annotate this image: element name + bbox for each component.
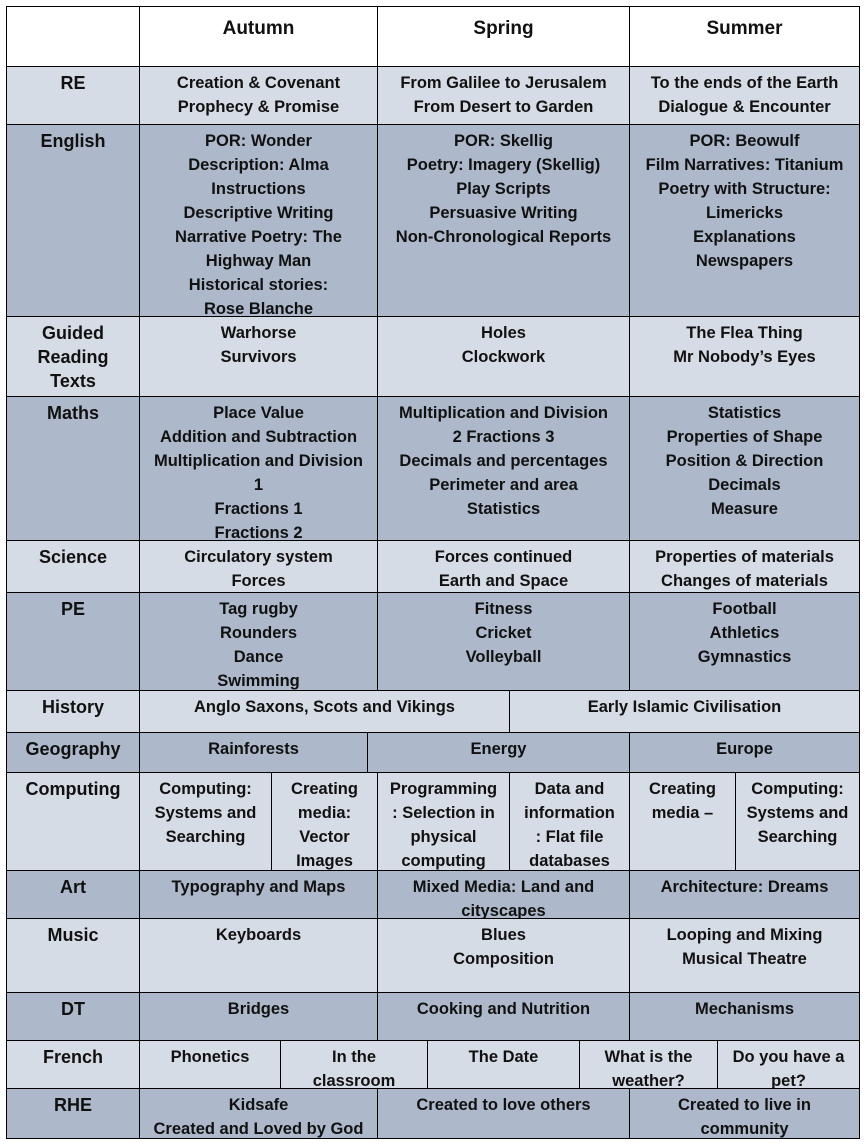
cell-maths-1 <box>139 396 378 541</box>
cell-rhe-2 <box>377 1088 630 1139</box>
cell-text-line: Poetry: Imagery (Skellig) <box>406 156 601 174</box>
cell-maths-3 <box>629 396 860 541</box>
subject-re <box>6 66 140 125</box>
cell-text-line: Mixed Media: Land and <box>412 878 595 896</box>
cell-music-3 <box>629 918 860 993</box>
cell-text-line: POR: Beowulf <box>689 132 800 150</box>
cell-text-line: information <box>524 804 615 822</box>
cell-re-3 <box>629 66 860 125</box>
subject-history <box>6 690 140 733</box>
cell-french-1 <box>139 1040 281 1089</box>
cell-text-line: What is the <box>604 1048 693 1066</box>
cell-text-line: RHE <box>53 1095 92 1115</box>
header-summer <box>629 6 860 67</box>
subject-science <box>6 540 140 593</box>
cell-text-line: Autumn <box>222 18 295 39</box>
cell-text-line: Descriptive Writing <box>183 204 334 222</box>
cell-text-line: Systems and <box>154 804 257 822</box>
subject-computing <box>6 772 140 871</box>
cell-text-line: Changes of materials <box>661 572 828 590</box>
cell-text-line: Computing: <box>751 780 844 798</box>
cell-text-line: Circulatory system <box>184 548 333 566</box>
cell-text-line: Clockwork <box>461 348 546 366</box>
cell-text-line: Mr Nobody’s Eyes <box>673 348 816 366</box>
subject-pe <box>6 592 140 691</box>
cell-dt-1 <box>139 992 378 1041</box>
cell-computing-4 <box>509 772 630 871</box>
cell-text-line: 2 Fractions 3 <box>452 428 555 446</box>
cell-text-line: Spring <box>473 18 534 39</box>
cell-text-line: To the ends of the Earth <box>650 74 839 92</box>
cell-text-line: Science <box>38 547 108 567</box>
cell-text-line: Fractions 1 <box>214 500 303 518</box>
cell-text-line: Warhorse <box>220 324 297 342</box>
cell-english-1 <box>139 124 378 317</box>
cell-text-line: Texts <box>50 371 96 391</box>
cell-text-line: Non-Chronological Reports <box>395 228 612 246</box>
header-blank-cell <box>6 6 140 67</box>
cell-text-line: : Flat file <box>535 828 604 846</box>
cell-french-2 <box>280 1040 428 1089</box>
cell-text-line: Forces continued <box>434 548 573 566</box>
cell-art-1 <box>139 870 378 919</box>
cell-computing-2 <box>271 772 378 871</box>
cell-text-line: History <box>41 697 104 717</box>
cell-text-line: Rose Blanche <box>203 300 314 317</box>
cell-text-line: French <box>42 1047 103 1067</box>
cell-text-line: Created and Loved by God <box>153 1120 364 1138</box>
cell-text-line: PE <box>60 599 85 619</box>
cell-guided-reading-1 <box>139 316 378 397</box>
cell-text-line: Vector <box>299 828 350 846</box>
cell-text-line: Looping and Mixing <box>666 926 823 944</box>
cell-text-line: Earth and Space <box>438 572 569 590</box>
cell-text-line: Fractions 2 <box>214 524 303 541</box>
cell-text-line: Searching <box>165 828 246 846</box>
cell-text-line: Highway Man <box>205 252 312 270</box>
cell-text-line: The Flea Thing <box>686 324 803 342</box>
cell-text-line: Computing <box>25 779 121 799</box>
cell-text-line: Cooking and Nutrition <box>416 1000 591 1018</box>
cell-text-line: RE <box>60 73 86 93</box>
cell-text-line: Historical stories: <box>188 276 329 294</box>
cell-text-line: Multiplication and Division <box>398 404 608 422</box>
cell-text-line: The Date <box>468 1048 539 1066</box>
cell-french-4 <box>579 1040 718 1089</box>
cell-text-line: Explanations <box>693 228 796 246</box>
cell-text-line: DT <box>61 999 85 1019</box>
cell-french-5 <box>717 1040 860 1089</box>
subject-geography <box>6 732 140 773</box>
cell-pe-2 <box>377 592 630 691</box>
cell-text-line: classroom <box>312 1072 396 1089</box>
cell-text-line: Multiplication and Division <box>153 452 363 470</box>
subject-english <box>6 124 140 317</box>
cell-music-1 <box>139 918 378 993</box>
cell-text-line: Newspapers <box>695 252 794 270</box>
cell-text-line: Created to love others <box>416 1096 591 1114</box>
cell-text-line: weather? <box>612 1072 685 1089</box>
cell-text-line: databases <box>529 852 610 870</box>
cell-text-line: From Galilee to Jerusalem <box>400 74 607 92</box>
cell-history-2 <box>509 690 860 733</box>
cell-text-line: In the <box>332 1048 376 1066</box>
cell-text-line: Dialogue & Encounter <box>658 98 831 116</box>
cell-text-line: media: <box>297 804 352 822</box>
cell-rhe-3 <box>629 1088 860 1139</box>
cell-text-line: Computing: <box>159 780 252 798</box>
cell-pe-1 <box>139 592 378 691</box>
cell-computing-3 <box>377 772 510 871</box>
cell-text-line: Film Narratives: Titanium <box>645 156 844 174</box>
cell-text-line: Description: Alma <box>188 156 329 174</box>
cell-text-line: From Desert to Garden <box>413 98 594 116</box>
cell-text-line: Play Scripts <box>456 180 551 198</box>
cell-geography-1 <box>139 732 368 773</box>
cell-text-line: Images <box>296 852 353 870</box>
cell-text-line: Reading <box>37 347 109 367</box>
header-autumn <box>139 6 378 67</box>
cell-text-line: Dance <box>233 648 284 666</box>
subject-french <box>6 1040 140 1089</box>
cell-guided-reading-3 <box>629 316 860 397</box>
cell-text-line: Programming <box>389 780 498 798</box>
cell-text-line: Decimals <box>708 476 781 494</box>
cell-rhe-1 <box>139 1088 378 1139</box>
cell-text-line: Place Value <box>213 404 304 422</box>
cell-dt-2 <box>377 992 630 1041</box>
cell-text-line: Energy <box>470 740 527 758</box>
cell-text-line: Creating <box>649 780 716 798</box>
cell-dt-3 <box>629 992 860 1041</box>
cell-text-line: Addition and Subtraction <box>159 428 358 446</box>
cell-text-line: Guided <box>42 323 104 343</box>
cell-text-line: Kidsafe <box>228 1096 289 1114</box>
cell-text-line: Football <box>712 600 777 618</box>
cell-text-line: Bridges <box>227 1000 290 1018</box>
cell-pe-3 <box>629 592 860 691</box>
cell-text-line: Poetry with Structure: <box>658 180 831 198</box>
cell-english-2 <box>377 124 630 317</box>
cell-text-line: Athletics <box>709 624 780 642</box>
cell-text-line: 1 <box>253 476 264 494</box>
cell-french-3 <box>427 1040 580 1089</box>
cell-text-line: Narrative Poetry: The <box>175 228 342 246</box>
cell-text-line: Maths <box>46 403 99 423</box>
cell-text-line: Fitness <box>474 600 533 618</box>
cell-text-line: Statistics <box>707 404 782 422</box>
cell-text-line: Swimming <box>217 672 300 690</box>
cell-text-line: Composition <box>453 950 554 968</box>
cell-text-line: Art <box>60 877 86 897</box>
cell-text-line: Early Islamic Civilisation <box>587 698 782 716</box>
cell-text-line: community <box>700 1120 789 1138</box>
cell-text-line: Creation & Covenant <box>176 74 341 92</box>
cell-text-line: Holes <box>481 324 526 342</box>
cell-art-3 <box>629 870 860 919</box>
cell-guided-reading-2 <box>377 316 630 397</box>
cell-text-line: Persuasive Writing <box>429 204 578 222</box>
cell-text-line: Survivors <box>220 348 297 366</box>
cell-text-line: Europe <box>716 740 773 758</box>
cell-text-line: physical <box>410 828 477 846</box>
cell-text-line: English <box>40 131 106 151</box>
cell-science-2 <box>377 540 630 593</box>
cell-text-line: Keyboards <box>215 926 302 944</box>
cell-text-line: Forces <box>231 572 286 590</box>
cell-text-line: : Selection in <box>392 804 495 822</box>
cell-science-3 <box>629 540 860 593</box>
header-spring <box>377 6 630 67</box>
cell-text-line: Architecture: Dreams <box>660 878 829 896</box>
cell-history-1 <box>139 690 510 733</box>
subject-art <box>6 870 140 919</box>
cell-maths-2 <box>377 396 630 541</box>
cell-text-line: Created to live in <box>678 1096 811 1114</box>
cell-text-line: Blues <box>481 926 526 944</box>
cell-text-line: Rounders <box>219 624 297 642</box>
cell-text-line: Music <box>47 925 99 945</box>
cell-computing-1 <box>139 772 272 871</box>
cell-text-line: Position & Direction <box>665 452 824 470</box>
cell-text-line: cityscapes <box>461 902 546 919</box>
cell-text-line: Geography <box>25 739 121 759</box>
cell-text-line: Statistics <box>466 500 541 518</box>
cell-text-line: Summer <box>706 18 783 39</box>
cell-text-line: POR: Wonder <box>205 132 312 150</box>
cell-text-line: Mechanisms <box>694 1000 795 1018</box>
cell-text-line: Musical Theatre <box>682 950 807 968</box>
cell-computing-6 <box>735 772 860 871</box>
cell-text-line: Decimals and percentages <box>399 452 608 470</box>
cell-computing-5 <box>629 772 736 871</box>
subject-music <box>6 918 140 993</box>
cell-re-2 <box>377 66 630 125</box>
cell-text-line: Searching <box>757 828 838 846</box>
cell-text-line: Phonetics <box>170 1048 250 1066</box>
cell-text-line: Perimeter and area <box>429 476 578 494</box>
cell-text-line: Measure <box>711 500 778 518</box>
cell-text-line: pet? <box>771 1072 806 1089</box>
cell-text-line: Volleyball <box>465 648 542 666</box>
subject-maths <box>6 396 140 541</box>
cell-text-line: Do you have a <box>732 1048 845 1066</box>
cell-text-line: Gymnastics <box>697 648 792 666</box>
cell-text-line: Instructions <box>211 180 306 198</box>
cell-text-line: Creating <box>291 780 358 798</box>
subject-guided-reading <box>6 316 140 397</box>
cell-english-3 <box>629 124 860 317</box>
cell-text-line: Properties of Shape <box>666 428 823 446</box>
cell-music-2 <box>377 918 630 993</box>
cell-geography-3 <box>629 732 860 773</box>
cell-text-line: Systems and <box>746 804 849 822</box>
cell-text-line: Properties of materials <box>655 548 834 566</box>
cell-re-1 <box>139 66 378 125</box>
cell-text-line: Anglo Saxons, Scots and Vikings <box>193 698 455 716</box>
subject-dt <box>6 992 140 1041</box>
cell-art-2 <box>377 870 630 919</box>
cell-text-line: Data and <box>534 780 605 798</box>
cell-text-line: Typography and Maps <box>171 878 346 896</box>
cell-text-line: Limericks <box>705 204 784 222</box>
cell-text-line: computing <box>401 852 486 870</box>
cell-text-line: Prophecy & Promise <box>177 98 340 116</box>
cell-text-line: Cricket <box>475 624 532 642</box>
subject-rhe <box>6 1088 140 1139</box>
cell-text-line: POR: Skellig <box>453 132 554 150</box>
cell-text-line: Rainforests <box>208 740 299 758</box>
cell-geography-2 <box>367 732 630 773</box>
cell-text-line: Tag rugby <box>219 600 298 618</box>
cell-text-line: media – <box>651 804 714 822</box>
cell-science-1 <box>139 540 378 593</box>
